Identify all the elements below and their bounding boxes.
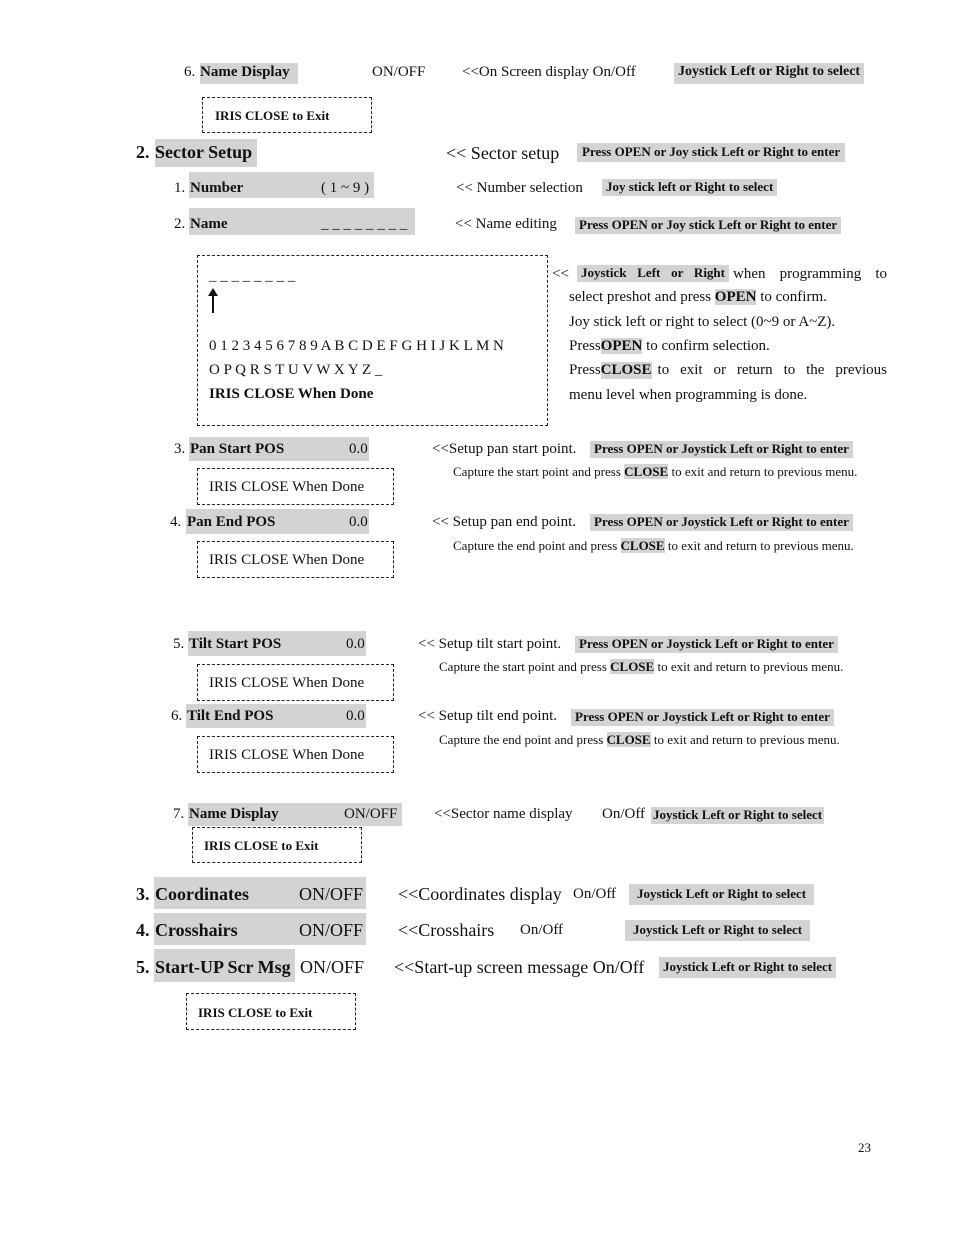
coordinates-desc2: On/Off xyxy=(573,886,617,902)
tilt-start-sub xyxy=(439,660,843,675)
iris-exit-text: IRIS CLOSE to Exit xyxy=(215,108,330,123)
name-help-line3: Joy stick left or right to select (0~9 or A~Z). xyxy=(569,314,836,330)
pan-end-done-box xyxy=(197,541,394,578)
sub-text: Capture the start point and press xyxy=(439,659,607,674)
sub-text: to exit and return to previous menu. xyxy=(667,538,854,553)
up-arrow-icon xyxy=(207,288,219,314)
sector-setup-number: 2. xyxy=(136,142,150,162)
name-help-line1: when programming to xyxy=(733,266,887,282)
name-editor-blank: _ _ _ _ _ _ _ _ xyxy=(209,268,296,284)
tilt-end-sub xyxy=(439,733,840,748)
sub-text: to exit and return to previous menu. xyxy=(653,732,840,747)
item-number: 4. xyxy=(170,514,182,530)
coordinates-desc: <<Coordinates display xyxy=(398,884,562,904)
name-desc: << Name editing xyxy=(455,216,557,232)
name-help-line5 xyxy=(569,362,887,379)
crosshairs-label: Crosshairs xyxy=(155,920,238,940)
pan-start-value: 0.0 xyxy=(349,441,368,457)
close-keyword: CLOSE xyxy=(606,732,651,747)
sector-setup-desc: << Sector setup xyxy=(446,143,560,163)
tilt-start-desc: << Setup tilt start point. xyxy=(418,636,562,652)
iris-exit-box xyxy=(192,827,362,863)
startup-value: ON/OFF xyxy=(300,957,365,977)
name-help-text: to confirm selection. xyxy=(646,338,770,354)
item-number: 6. xyxy=(171,708,183,724)
pan-end-sub xyxy=(453,539,854,554)
pan-end-desc: << Setup pan end point. xyxy=(432,514,576,530)
crosshairs-hint: Joystick Left or Right to select xyxy=(625,920,810,941)
open-keyword: OPEN xyxy=(714,289,757,305)
sector-name-display-desc: <<Sector name display xyxy=(434,806,573,822)
name-help-text: Press xyxy=(569,338,601,354)
startup-number: 5. xyxy=(136,957,150,977)
iris-exit-box xyxy=(186,993,356,1030)
name-help-line2 xyxy=(569,289,827,306)
tilt-end-desc: << Setup tilt end point. xyxy=(418,708,557,724)
sector-name-display-label: Name Display xyxy=(189,806,279,822)
name-help-hint: Joystick Left or Right xyxy=(577,265,729,282)
item-number: 7. xyxy=(173,806,185,822)
tilt-end-label: Tilt End POS xyxy=(187,708,274,724)
pan-end-value: 0.0 xyxy=(349,514,368,530)
iris-done-text: IRIS CLOSE When Done xyxy=(209,675,365,691)
name-help-text: select preshot and press xyxy=(569,289,712,305)
crosshairs-desc: <<Crosshairs xyxy=(398,920,495,940)
number-hint: Joy stick left or Right to select xyxy=(602,179,777,196)
tilt-start-hint: Press OPEN or Joystick Left or Right to enter xyxy=(575,636,838,653)
page-number: 23 xyxy=(858,1140,871,1155)
item-number: 3. xyxy=(174,441,186,457)
startup-desc: <<Start-up screen message On/Off xyxy=(394,957,645,977)
iris-done-text: IRIS CLOSE When Done xyxy=(209,747,365,763)
sub-text: to exit and return to previous menu. xyxy=(657,659,844,674)
name-help-text: to exit or return to the previous xyxy=(657,362,887,378)
crosshairs-value: ON/OFF xyxy=(299,920,364,940)
name-display-desc: <<On Screen display On/Off xyxy=(462,64,636,80)
startup-hint: Joystick Left or Right to select xyxy=(659,957,836,978)
sub-text: Capture the end point and press xyxy=(439,732,604,747)
crosshairs-desc2: On/Off xyxy=(520,922,564,938)
name-help-lead: << xyxy=(552,266,569,282)
name-help-line6: menu level when programming is done. xyxy=(569,387,808,403)
coordinates-number: 3. xyxy=(136,884,150,904)
name-help-line4 xyxy=(569,338,770,355)
pan-start-sub xyxy=(453,465,857,480)
item-number: 2. xyxy=(174,216,186,232)
name-help-text: Press xyxy=(569,362,601,378)
sub-text: Capture the start point and press xyxy=(453,464,621,479)
pan-start-label: Pan Start POS xyxy=(190,441,285,457)
sub-text: Capture the end point and press xyxy=(453,538,618,553)
close-keyword: CLOSE xyxy=(620,538,665,553)
number-desc: << Number selection xyxy=(456,180,583,196)
pan-start-hint: Press OPEN or Joystick Left or Right to enter xyxy=(590,441,853,458)
pan-end-label: Pan End POS xyxy=(187,514,276,530)
tilt-end-hint: Press OPEN or Joystick Left or Right to enter xyxy=(571,709,834,726)
number-label: Number xyxy=(190,180,244,196)
item-number: 6. xyxy=(184,64,196,80)
tilt-end-done-box xyxy=(197,736,394,773)
close-keyword: CLOSE xyxy=(610,659,655,674)
iris-exit-text: IRIS CLOSE to Exit xyxy=(204,838,319,853)
close-keyword: CLOSE xyxy=(600,362,652,378)
item-number: 1. xyxy=(174,180,186,196)
crosshairs-number: 4. xyxy=(136,920,150,940)
number-value: ( 1 ~ 9 ) xyxy=(321,180,370,196)
name-help-text: to confirm. xyxy=(760,289,827,305)
coordinates-hint: Joystick Left or Right to select xyxy=(629,884,814,905)
iris-done-text: IRIS CLOSE When Done xyxy=(209,552,365,568)
close-keyword: CLOSE xyxy=(624,464,669,479)
name-hint: Press OPEN or Joy stick Left or Right to enter xyxy=(575,217,841,234)
name-value: _ _ _ _ _ _ _ _ xyxy=(321,216,408,232)
name-editor-done: IRIS CLOSE When Done xyxy=(209,386,374,402)
name-display-value: ON/OFF xyxy=(372,64,426,80)
open-keyword: OPEN xyxy=(600,338,643,354)
startup-label: Start-UP Scr Msg xyxy=(155,957,291,977)
tilt-end-value: 0.0 xyxy=(346,708,365,724)
sector-setup-label: Sector Setup xyxy=(155,139,257,167)
tilt-start-value: 0.0 xyxy=(346,636,365,652)
iris-done-text: IRIS CLOSE When Done xyxy=(209,479,365,495)
sector-name-display-desc2: On/Off xyxy=(602,806,646,822)
name-editor-chars-row-1: 0 1 2 3 4 5 6 7 8 9 A B C D E F G H I J K L M N xyxy=(209,338,504,354)
item-number: 5. xyxy=(173,636,185,652)
tilt-start-label: Tilt Start POS xyxy=(189,636,282,652)
name-editor-box xyxy=(197,255,548,426)
pan-end-hint: Press OPEN or Joystick Left or Right to enter xyxy=(590,514,853,531)
sector-name-display-value: ON/OFF xyxy=(344,806,398,822)
coordinates-label: Coordinates xyxy=(155,884,249,904)
name-display-label: Name Display xyxy=(200,63,298,84)
sector-setup-hint: Press OPEN or Joy stick Left or Right to enter xyxy=(577,143,845,162)
pan-start-done-box xyxy=(197,468,394,505)
pan-start-desc: <<Setup pan start point. xyxy=(432,441,577,457)
iris-exit-text: IRIS CLOSE to Exit xyxy=(198,1005,313,1020)
iris-exit-box xyxy=(202,97,372,133)
tilt-start-done-box xyxy=(197,664,394,701)
sector-name-display-hint: Joystick Left or Right to select xyxy=(653,807,823,822)
coordinates-value: ON/OFF xyxy=(299,884,364,904)
name-label: Name xyxy=(190,216,228,232)
name-display-hint: Joystick Left or Right to select xyxy=(674,63,864,84)
name-editor-chars-row-2: O P Q R S T U V W X Y Z _ xyxy=(209,362,383,378)
sub-text: to exit and return to previous menu. xyxy=(671,464,858,479)
